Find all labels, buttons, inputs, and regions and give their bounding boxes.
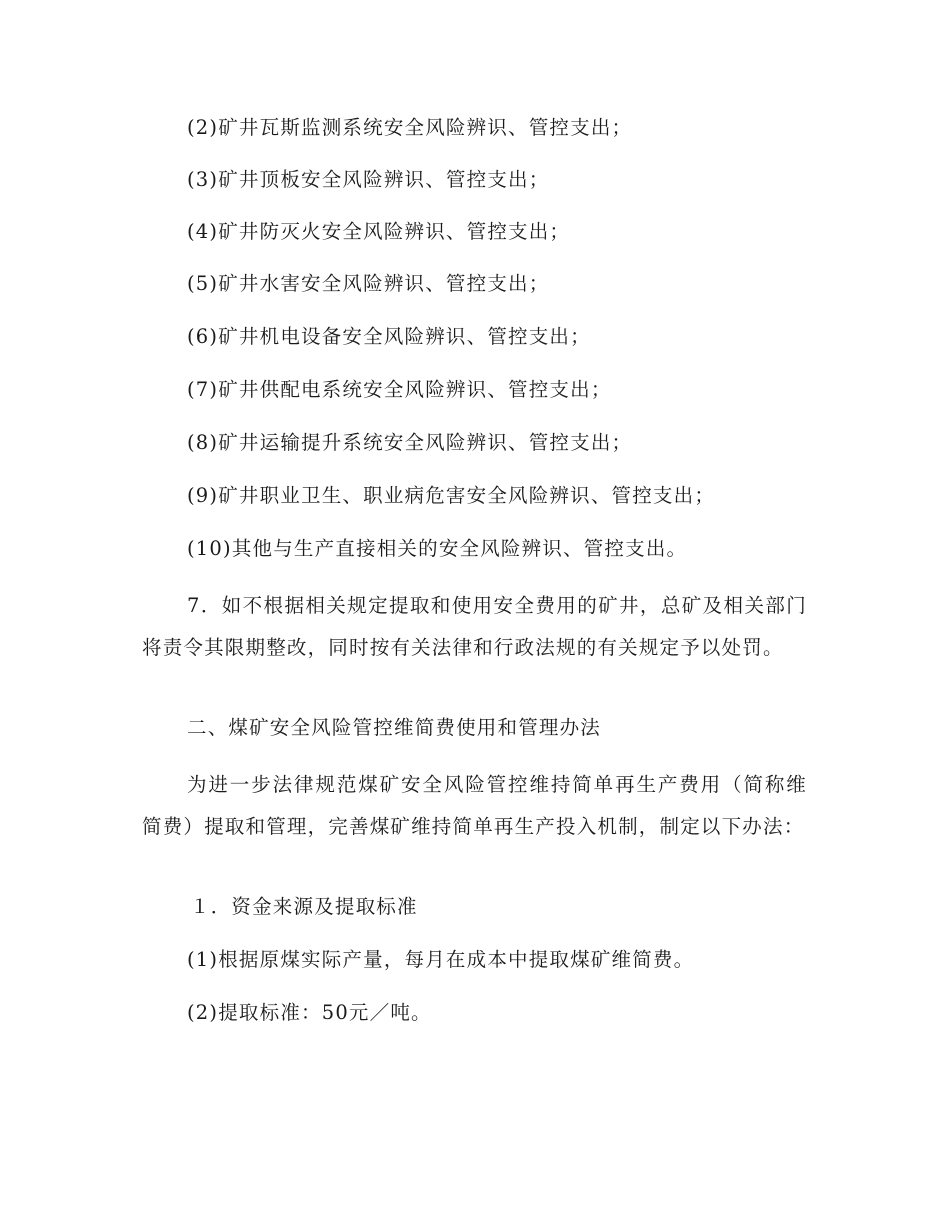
list-item-6: (6)矿井机电设备安全风险辨识、管控支出； [187,325,591,348]
subsection-heading: １．资金来源及提取标准 [190,895,418,918]
list-item-2: (2)矿井瓦斯监测系统安全风险辨识、管控支出； [187,116,633,139]
section-intro-paragraph: 为进一步法律规范煤矿安全风险管控维持简单再生产费用（简称维简费）提取和管理，完善煤矿维持简单再生产投入机制，制定以下办法： [142,773,807,838]
list-item-9: (9)矿井职业卫生、职业病危害安全风险辨识、管控支出； [187,484,716,507]
list-item-10: (10)其他与生产直接相关的安全风险辨识、管控支出。 [187,537,688,560]
list-item-3: (3)矿井顶板安全风险辨识、管控支出； [187,168,550,191]
subitem-1: (1)根据原煤实际产量，每月在成本中提取煤矿维简费。 [187,948,695,971]
list-item-8: (8)矿井运输提升系统安全风险辨识、管控支出； [187,431,633,454]
section-heading: 二、煤矿安全风险管控维简费使用和管理办法 [187,716,602,739]
subitem-2: (2)提取标准：50元／吨。 [187,1001,432,1024]
list-item-7: (7)矿井供配电系统安全风险辨识、管控支出； [187,378,612,401]
list-item-4: (4)矿井防灭火安全风险辨识、管控支出； [187,220,571,243]
paragraph-7: 7．如不根据相关规定提取和使用安全费用的矿井，总矿及相关部门将责令其限期整改，同时按有关法律和行政法规的有关规定予以处罚。 [142,594,807,659]
list-item-5: (5)矿井水害安全风险辨识、管控支出； [187,272,550,295]
